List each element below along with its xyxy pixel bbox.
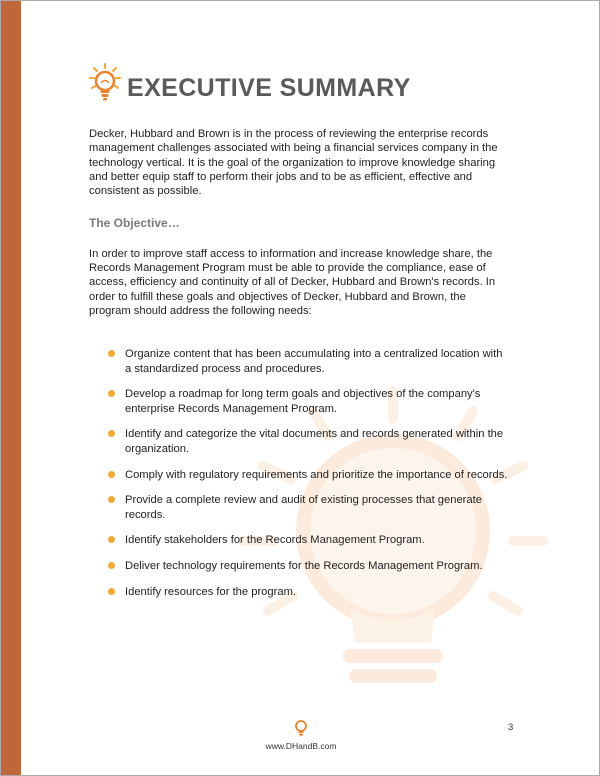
page-header xyxy=(89,63,411,105)
main-content xyxy=(89,127,509,611)
lightbulb-icon xyxy=(89,63,121,105)
list-item-text: Identify resources for the program. xyxy=(125,586,296,599)
list-item xyxy=(89,387,509,416)
list-item-text: Provide a complete review and audit of existing processes that generate records. xyxy=(125,494,482,521)
list-item-text: Comply with regulatory requirements and prioritize the importance of records. xyxy=(125,468,508,481)
page-title: EXECUTIVE SUMMARY xyxy=(127,73,411,102)
bullet-icon xyxy=(108,588,115,595)
lightbulb-footer-icon xyxy=(294,719,308,737)
bullet-icon xyxy=(108,562,115,569)
list-item-text: Identify stakeholders for the Records Management Program. xyxy=(125,534,425,547)
left-accent-bar xyxy=(1,1,21,775)
needs-list xyxy=(89,347,509,599)
objective-paragraph: In order to improve staff access to information and increase knowledge share, the Records Management Program must be able to provide the compliance, ease of access, efficiency and continuity of all of Decker, Hubbard and Brown's records. In order to fulfill these goals and objectives of Decker, Hubbard and Brown, the program should address the following needs: xyxy=(89,247,496,317)
list-item xyxy=(89,493,509,522)
list-item xyxy=(89,427,509,456)
bullet-icon xyxy=(108,390,115,397)
list-item-text: Identify and categorize the vital documents and records generated within the organization. xyxy=(125,428,504,455)
list-item-text: Organize content that has been accumulating into a centralized location with a standardized process and procedures. xyxy=(125,348,503,375)
list-item xyxy=(89,585,509,599)
list-item-text: Deliver technology requirements for the Records Management Program. xyxy=(125,560,483,573)
list-item xyxy=(89,559,509,573)
list-item-text: Develop a roadmap for long term goals and objectives of the company's enterprise Records Management Program. xyxy=(125,388,481,415)
list-item xyxy=(89,468,509,482)
intro-paragraph: Decker, Hubbard and Brown is in the process of reviewing the enterprise records management challenges associated with being a financial services company in the technology vertical. It is the goal of the organization to improve knowledge sharing and better equip staff to perform their jobs and to be as efficient, effective and consistent as possible. xyxy=(89,128,498,198)
list-item xyxy=(89,533,509,547)
bullet-icon xyxy=(108,496,115,503)
list-item xyxy=(89,347,509,376)
website-link[interactable]: www.DHandB.com xyxy=(265,741,337,751)
page-number: 3 xyxy=(508,722,514,733)
bullet-icon xyxy=(108,430,115,437)
bullet-icon xyxy=(108,471,115,478)
objective-heading: The Objective… xyxy=(89,216,180,231)
bullet-icon xyxy=(108,350,115,357)
bullet-icon xyxy=(108,536,115,543)
